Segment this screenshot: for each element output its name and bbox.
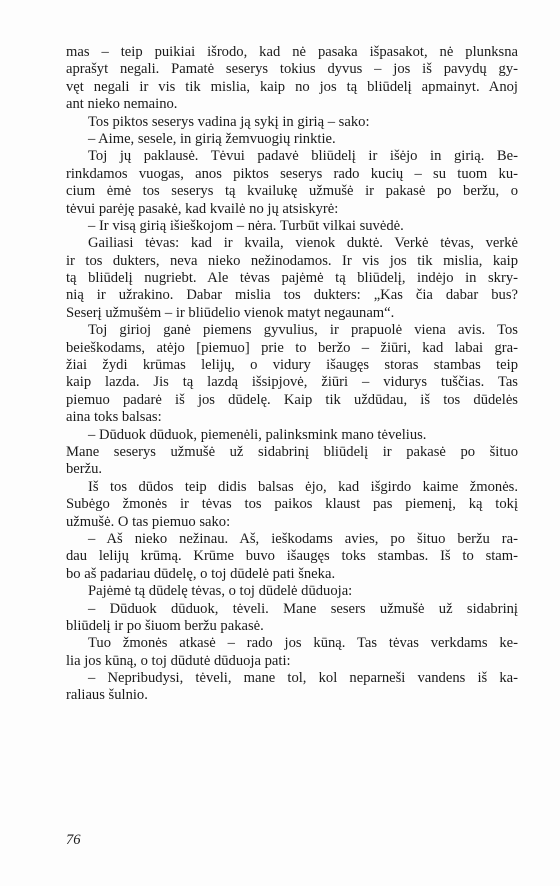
text-line: kaip lazda. Jis tą lazdą išsipjovė, žiūri – vidurys tuščias. Tas bbox=[66, 374, 518, 391]
text-line: – Nepribudysi, tėveli, mane tol, kol neparneši vandens iš ka- bbox=[88, 670, 518, 687]
text-line: cium ėmė tos seserys tą kvailukę užmušė ir pakasė po beržu, o bbox=[66, 183, 518, 200]
body-text bbox=[66, 44, 518, 705]
text-line: bo aš padariau dūdelę, o toj dūdelė pati šneka. bbox=[66, 565, 336, 582]
text-line: tą bliūdelį nugriebt. Ale tėvas pajėmė tą bliūdelį, indėjo in skry- bbox=[66, 270, 518, 287]
text-line: žiai žydi krūmas lelijų, o vidury išaugęs storas stambas teip bbox=[66, 357, 518, 374]
text-line: rinkdamos vuogas, anos piktos seserys rado kucių – su tuom ku- bbox=[66, 165, 518, 182]
page-number: 76 bbox=[66, 832, 81, 848]
text-line: – Aime, sesele, in girią žemvuogių rinktie. bbox=[88, 130, 336, 147]
text-line: Pajėmė tą dūdelę tėvas, o toj dūdelė dūduoja: bbox=[88, 583, 353, 600]
text-line: dau lelijų krūmą. Krūme buvo išaugęs toks stambas. Iš to stam- bbox=[66, 548, 518, 565]
text-line: aprašyt negali. Pamatė seserys tokius dyvus – jos iš pavydų gy- bbox=[66, 61, 518, 78]
text-line: Subėgo žmonės ir tėvas tos paikos klaust pas piemenį, ką tokį bbox=[66, 496, 518, 513]
text-line: – Dūduok dūduok, tėveli. Mane sesers užmušė už sidabrinį bbox=[88, 600, 518, 617]
text-line: užmušė. O tas piemuo sako: bbox=[66, 513, 231, 530]
text-line: Toj girioj ganė piemens gyvulius, ir prapuolė viena avis. Tos bbox=[88, 322, 518, 339]
text-line: nią ir užrakino. Dabar mislia tos dukters: „Kas čia dabar bus? bbox=[66, 287, 518, 304]
text-line: aina toks balsas: bbox=[66, 409, 162, 426]
text-line: bliūdelį ir po šiuom beržu pakasė. bbox=[66, 617, 264, 634]
text-line: ir tos dukters, neva nieko nežinodamos. Ir vis jos tik mislia, kaip bbox=[66, 252, 518, 269]
text-line: Toj jų paklausė. Tėvui padavė bliūdelį ir išėjo in girią. Be- bbox=[88, 148, 518, 165]
text-line: Tos piktos seserys vadina ją sykį in girią – sako: bbox=[88, 113, 370, 130]
text-line: Iš tos dūdos teip didis balsas ėjo, kad išgirdo kaime žmonės. bbox=[88, 478, 518, 495]
text-line: vęt negali ir vis tik mislia, kaip no jos tą bliūdelį apmainyt. Anoj bbox=[66, 78, 518, 95]
text-line: Mane seserys užmušė už sidabrinį bliūdelį ir pakasė po šituo bbox=[66, 443, 518, 460]
text-line: Gailiasi tėvas: kad ir kvaila, vienok duktė. Verkė tėvas, verkė bbox=[88, 235, 518, 252]
text-line: raliaus šulnio. bbox=[66, 687, 148, 704]
text-line: lia jos kūną, o toj dūdutė dūduoja pati: bbox=[66, 652, 291, 669]
text-line: mas – teip puikiai išrodo, kad nė pasaka išpasakot, nė plunksna bbox=[66, 44, 518, 60]
text-line: beieškodams, atėjo [piemuo] prie to beržo – žiūri, kad labai gra- bbox=[66, 339, 518, 356]
text-line: – Aš nieko nežinau. Aš, ieškodams avies, po šituo beržu ra- bbox=[88, 530, 518, 547]
text-line: piemuo padarė iš jos dūdelę. Kaip tik uždūdau, iš tos dūdelės bbox=[66, 391, 518, 408]
text-line: ant nieko nemaino. bbox=[66, 96, 178, 113]
text-line: Tuo žmonės atkasė – rado jos kūną. Tas tėvas verkdams ke- bbox=[88, 635, 518, 652]
text-line: beržu. bbox=[66, 461, 103, 478]
text-line: tėvui parėję pasakė, kad kvailė no jų atsiskyrė: bbox=[66, 200, 339, 217]
text-line: – Dūduok dūduok, piemenėli, palinksmink mano tėvelius. bbox=[88, 426, 427, 443]
text-line: Seserį užmušėm – ir bliūdelio vienok matyt negaunam“. bbox=[66, 304, 395, 321]
text-line: – Ir visą girią išieškojom – nėra. Turbūt vilkai suvėdė. bbox=[88, 217, 404, 234]
